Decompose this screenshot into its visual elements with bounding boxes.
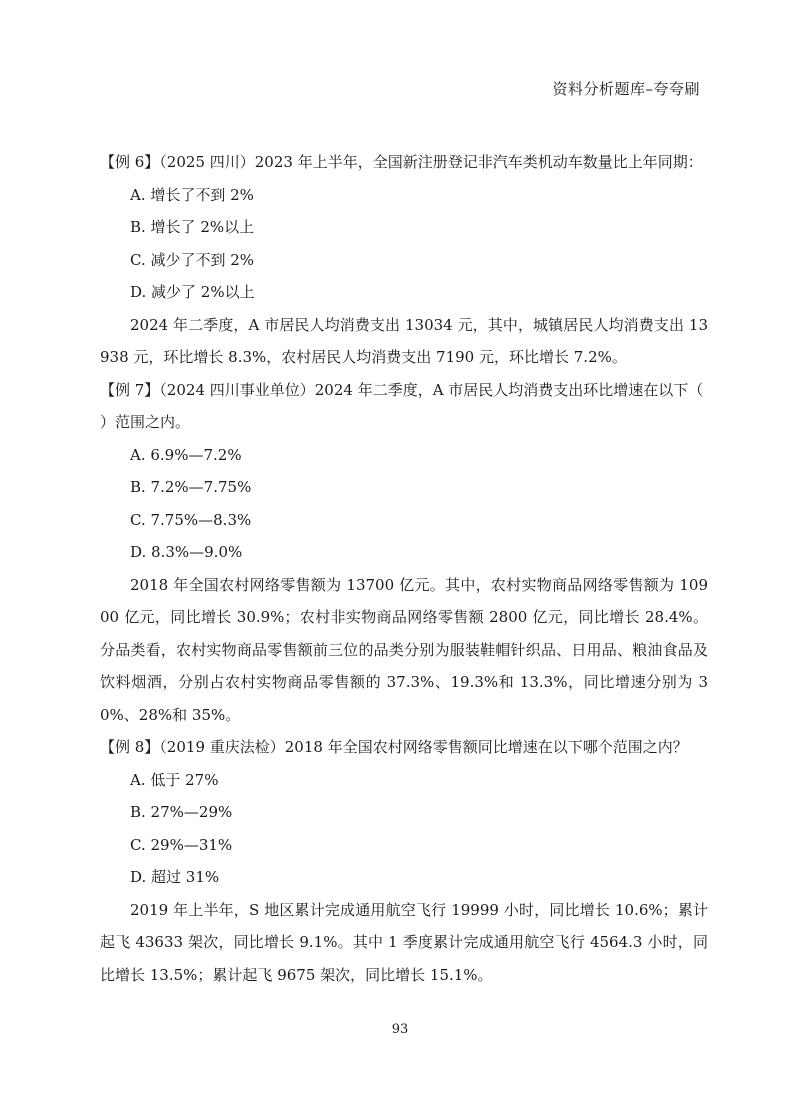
option-8c: C. 29%—31% [130, 835, 233, 854]
option-6b: B. 增长了 2%以上 [130, 218, 255, 236]
material-paragraph-3: 2019 年上半年，S 地区累计完成通用航空飞行 19999 小时，同比增长 10.6%；累计起飞 43633 架次，同比增长 9.1%。其中 1 季度累计完成通用航空飞行 4564.3 小时，同比增长 13.5%；累计起飞 9675 架次，同比增长 15.1%。 [100, 900, 708, 984]
question-7: 【例 7】（2024 四川事业单位）2024 年二季度，A 市居民人均消费支出环比增速在以下（ ）范围之内。 [100, 380, 734, 431]
question-8: 【例 8】（2019 重庆法检）2018 年全国农村网络零售额同比增速在以下哪个范围之内？ [100, 738, 688, 756]
option-7c: C. 7.75%—8.3% [130, 510, 252, 529]
option-8d: D. 超过 31% [130, 868, 220, 886]
option-7b: B. 7.2%—7.75% [130, 478, 252, 496]
option-7d: D. 8.3%—9.0% [130, 543, 243, 561]
page-content [100, 146, 734, 991]
option-6d: D. 减少了 2%以上 [130, 283, 255, 301]
material-paragraph-2: 2018 年全国农村网络零售额为 13700 亿元。其中，农村实物商品网络零售额为 10900 亿元，同比增长 30.9%；农村非实物商品网络零售额 2800 亿元，同比增长 28.4%。分品类看，农村实物商品零售额前三位的品类分别为服装鞋帽针织品、日用品、粮油食品及饮料烟酒，分别占农村实物商品零售额的 37.3%、19.3%和 13.3%，同比增速分别为 30%、28%和 35%。 [100, 575, 708, 724]
question-6: 【例 6】（2025 四川）2023 年上半年，全国新注册登记非汽车类机动车数量比上年同期： [100, 153, 703, 171]
page-number: 93 [391, 1022, 409, 1037]
option-8a: A. 低于 27% [130, 770, 219, 789]
material-paragraph-1: 2024 年二季度，A 市居民人均消费支出 13034 元，其中，城镇居民人均消费支出 13938 元，环比增长 8.3%，农村居民人均消费支出 7190 元，环比增长 7.2%。 [100, 315, 708, 366]
option-6c: C. 减少了不到 2% [130, 250, 255, 269]
option-8b: B. 27%—29% [130, 803, 233, 821]
option-6a: A. 增长了不到 2% [130, 185, 254, 204]
running-header: 资料分析题库–夸夸刷 [552, 80, 700, 98]
option-7a: A. 6.9%—7.2% [130, 445, 242, 464]
